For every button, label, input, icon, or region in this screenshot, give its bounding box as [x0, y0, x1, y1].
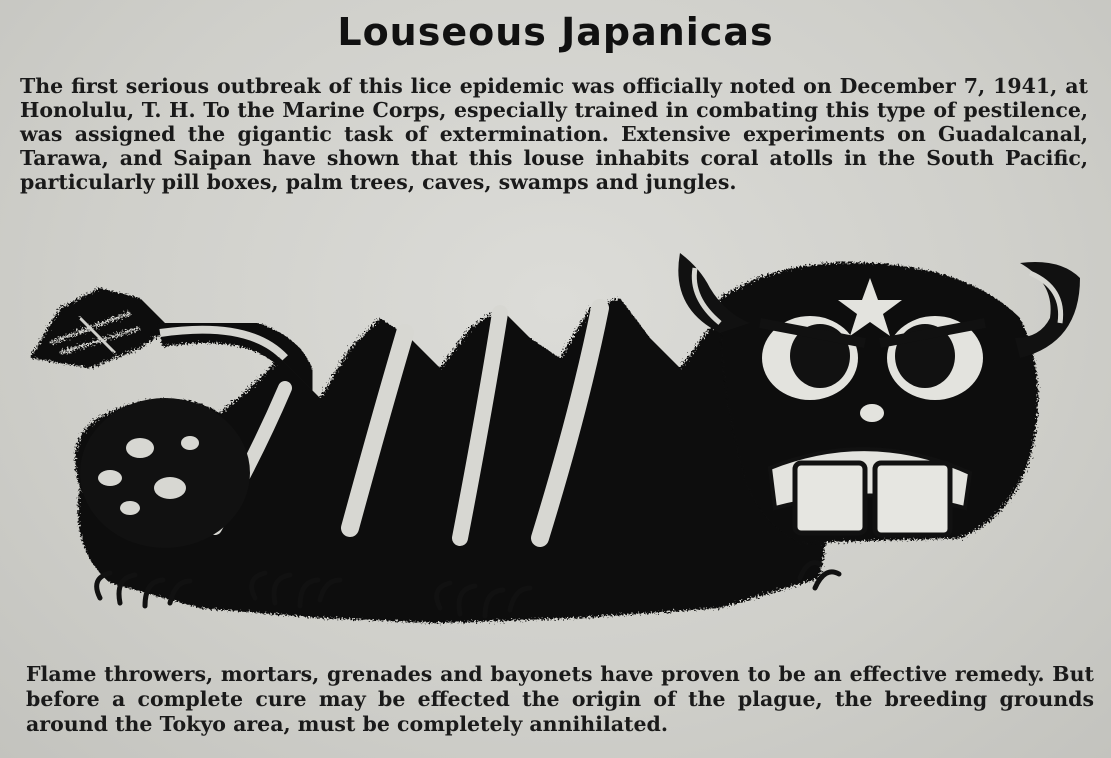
intro-paragraph: The first serious outbreak of this lice epidemic was officially noted on December 7, 1941, at Honolulu, T. H. To the Marine Corps, especially trained in combating this type of pestilence, was assigned the gigantic task of extermination. Extensive experiments on Guadalcanal, Tarawa, and Saipan have shown that this louse inhabits coral atolls in the South Pacific, particularly pill boxes, palm trees, caves, swamps and jungles. [20, 74, 1088, 194]
remedy-paragraph: Flame throwers, mortars, grenades and bayonets have proven to be an effective remedy. But before a complete cure may be effected the origin of the plague, the breeding grounds around the Tokyo area, must be completely annihilated. [26, 662, 1094, 736]
right-tooth [875, 463, 950, 535]
louse-drawing [20, 238, 1095, 648]
page-title: Louseous Japanicas [337, 10, 774, 54]
tail-tuft [30, 288, 170, 368]
right-horn [1015, 262, 1080, 358]
louse-caricature-illustration [20, 238, 1095, 648]
left-tooth [795, 463, 865, 533]
